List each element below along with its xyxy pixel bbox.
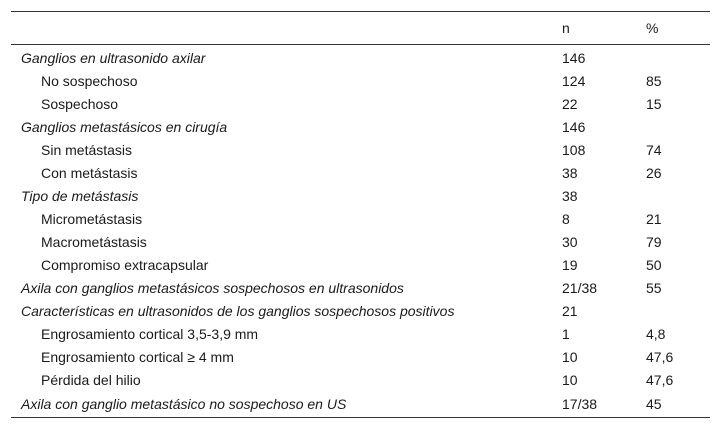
- row-n: 108: [562, 141, 586, 158]
- header-percent: %: [646, 20, 659, 36]
- table-row: [11, 92, 710, 115]
- row-label: Características en ultrasonidos de los ganglios sospechosos positivos: [21, 302, 455, 319]
- table-row: [11, 138, 710, 161]
- table-row: [11, 276, 710, 299]
- row-percent: 50: [646, 256, 662, 273]
- table-row: [11, 69, 710, 92]
- table-row: [11, 161, 710, 184]
- table-row: [11, 230, 710, 253]
- row-percent: 45: [646, 396, 662, 412]
- row-n: 21: [562, 302, 578, 319]
- row-percent: [634, 299, 710, 322]
- table-body: [11, 45, 710, 418]
- row-label: Engrosamiento cortical ≥ 4 mm: [41, 348, 234, 365]
- table-row: [11, 45, 710, 70]
- row-n: 8: [562, 210, 570, 227]
- row-n: 17/38: [562, 396, 598, 412]
- row-n: 124: [562, 72, 586, 89]
- table-row: [11, 322, 710, 345]
- row-percent: 47,6: [646, 348, 674, 365]
- row-n: 1: [562, 325, 570, 342]
- row-n: 146: [562, 118, 586, 135]
- row-n: 10: [562, 371, 578, 388]
- table-row: [11, 253, 710, 276]
- row-n: 38: [562, 187, 578, 204]
- row-percent: [634, 45, 710, 70]
- row-n: 38: [562, 164, 578, 181]
- table-header-row: [11, 12, 710, 45]
- row-label: Ganglios metastásicos en cirugía: [21, 118, 228, 135]
- row-label: Con metástasis: [41, 164, 138, 181]
- row-n: 22: [562, 95, 578, 112]
- row-label: Sin metástasis: [41, 141, 133, 158]
- table-row: [11, 368, 710, 391]
- row-percent: [634, 115, 710, 138]
- row-percent: 79: [646, 233, 662, 250]
- data-table-container: [11, 11, 710, 418]
- table-row: [11, 299, 710, 322]
- data-table: [11, 11, 710, 418]
- table-row: [11, 345, 710, 368]
- row-percent: 74: [646, 141, 662, 158]
- row-label: Micrometástasis: [41, 210, 143, 227]
- row-n: 10: [562, 348, 578, 365]
- table-row: [11, 115, 710, 138]
- row-percent: 21: [646, 210, 662, 227]
- row-label: Axila con ganglio metastásico no sospechoso en US: [21, 396, 347, 412]
- table-row: [11, 184, 710, 207]
- row-label: Compromiso extracapsular: [41, 256, 209, 273]
- row-percent: 26: [646, 164, 662, 181]
- table-row: [11, 207, 710, 230]
- row-percent: [634, 184, 710, 207]
- row-n: 19: [562, 256, 578, 273]
- row-percent: 85: [646, 72, 662, 89]
- row-n: 146: [562, 49, 586, 66]
- row-label: Tipo de metástasis: [21, 187, 139, 204]
- row-percent: 4,8: [646, 325, 666, 342]
- row-label: Engrosamiento cortical 3,5-3,9 mm: [41, 325, 259, 342]
- row-label: Ganglios en ultrasonido axilar: [21, 49, 206, 66]
- row-percent: 55: [646, 279, 662, 296]
- row-percent: 15: [646, 95, 662, 112]
- row-n: 30: [562, 233, 578, 250]
- row-n: 21/38: [562, 279, 598, 296]
- row-label: No sospechoso: [41, 72, 138, 89]
- row-label: Pérdida del hilio: [41, 371, 141, 388]
- row-label: Axila con ganglios metastásicos sospechosos en ultrasonidos: [21, 279, 404, 296]
- table-row: [11, 391, 710, 418]
- row-percent: 47,6: [646, 371, 674, 388]
- header-label-cell: [11, 12, 550, 45]
- row-label: Sospechoso: [41, 95, 119, 112]
- row-label: Macrometástasis: [41, 233, 147, 250]
- header-n: n: [562, 20, 570, 36]
